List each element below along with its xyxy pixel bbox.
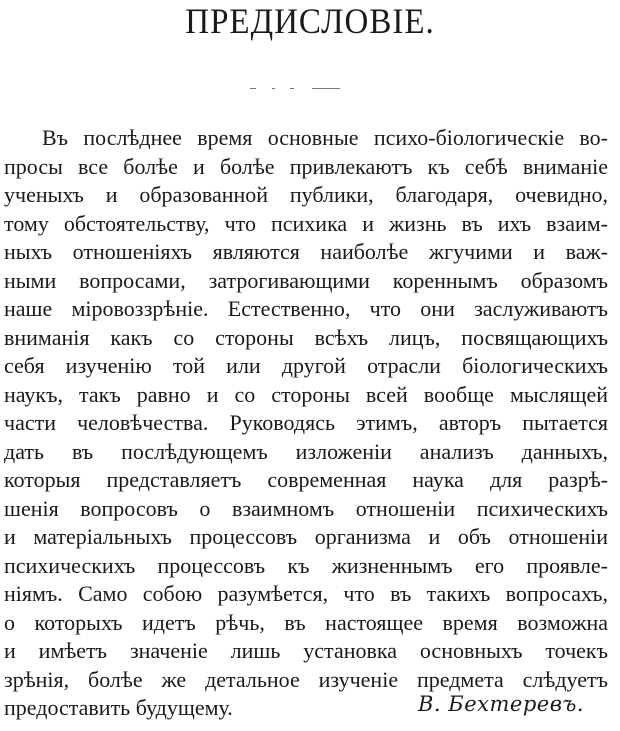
text-line: предоставить будущему. <box>4 695 233 720</box>
text-line: и имѣетъ значеніе лишь установка основныхъ точекъ <box>4 638 608 663</box>
text-line: Въ послѣднее время основные психо-біологическіе во- <box>42 125 608 150</box>
text-line: части человѣчества. Руководясь этимъ, авторъ пытается <box>4 410 608 435</box>
text-line: которыя представляетъ современная наука для разрѣ- <box>4 467 608 492</box>
title-ornament <box>250 86 340 92</box>
preface-body <box>4 124 608 723</box>
text-line: шенія вопросовъ о взаимномъ отношеніи психическихъ <box>4 495 608 521</box>
text-line: наше міровоззрѣніе. Естественно, что они заслуживаютъ <box>4 296 608 321</box>
text-line: просы все болѣе и болѣе привлекаютъ къ себѣ вниманіе <box>4 153 608 179</box>
text-line: и матеріальныхъ процессовъ организма и объ отношеніи <box>4 524 608 549</box>
page-title: ПРЕДИСЛОВІЕ. <box>185 2 435 42</box>
text-line: зрѣнія, болѣе же детальное изученіе предмета слѣдуетъ <box>4 666 608 692</box>
author-signature: В. Бехтеревъ. <box>418 692 585 716</box>
text-line: психическихъ процессовъ къ жизненнымъ его проявле- <box>4 552 608 578</box>
text-line: ными вопросами, затрогивающими кореннымъ образомъ <box>4 267 608 293</box>
text-line: о которыхъ идетъ рѣчь, въ настоящее время возможна <box>4 609 608 635</box>
text-line: тому обстоятельству, что психика и жизнь въ ихъ взаим- <box>4 210 608 236</box>
text-line: ученыхъ и образованной публики, благодаря, очевидно, <box>4 182 608 207</box>
text-line: наукъ, такъ равно и со стороны всей вообще мыслящей <box>4 381 608 407</box>
text-line: вниманія какъ со стороны всѣхъ лицъ, посвящающихъ <box>4 324 608 350</box>
text-line: ныхъ отношеніяхъ являются наиболѣе жгучими и важ- <box>4 239 608 264</box>
text-line: себя изученію той или другой отрасли біологическихъ <box>4 353 608 378</box>
text-line: ніямъ. Само собою разумѣется, что въ такихъ вопросахъ, <box>4 581 608 606</box>
text-line: дать въ послѣдующемъ изложеніи анализъ данныхъ, <box>4 438 608 464</box>
